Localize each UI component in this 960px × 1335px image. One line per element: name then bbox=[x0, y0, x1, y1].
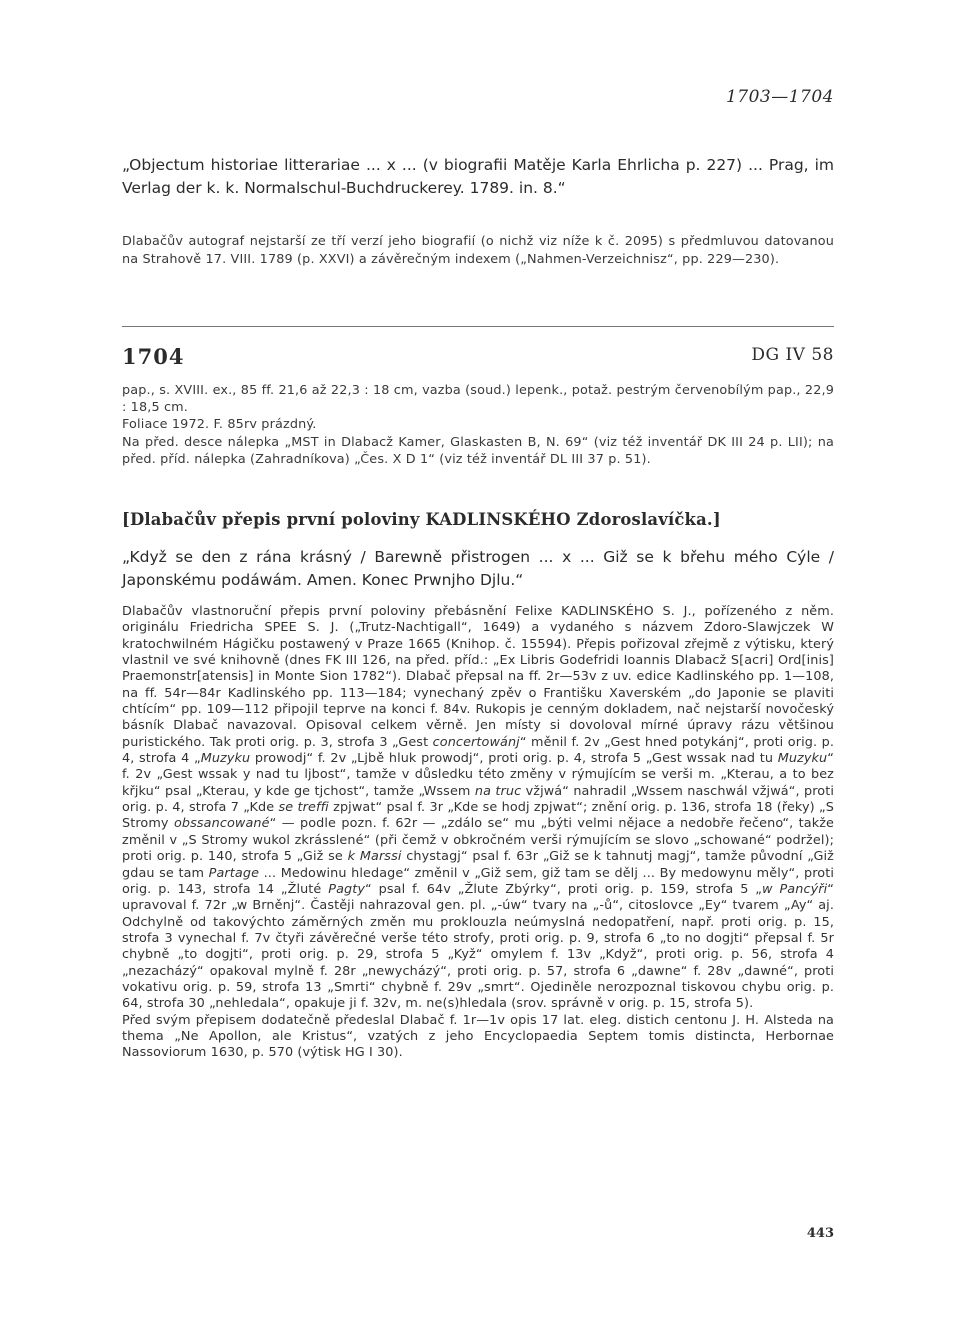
previous-entry-quote: „Objectum historiae litterariae ... x ... (v biografii Matěje Karla Ehrlicha p. 227) ... Prag, im Verlag der k. k. Normalschul-Buchdruckerey. 1789. in. 8.“ bbox=[122, 156, 834, 197]
commentary-paragraph: Před svým přepisem dodatečně předeslal Dlabač f. 1r—1v opis 17 lat. eleg. distich centonu J. H. Alsteda na thema „Ne Apollon, ale Kristus“, vzatých z jeho Encyclopaedia Septem tomis distincta, Herbornae Nassoviorum 1630, p. 570 (výtisk HG I 30). bbox=[122, 1012, 834, 1061]
description-line: pap., s. XVIII. ex., 85 ff. 21,6 až 22,3 : 18 cm, vazba (soud.) lepenk., potaž. pestrým červenobílým pap., 22,9 : 18,5 cm. bbox=[122, 383, 834, 416]
page-number: 443 bbox=[806, 1226, 834, 1241]
shelfmark: DG IV 58 bbox=[751, 345, 834, 365]
physical-description bbox=[122, 382, 834, 468]
incipit-explicit: „Když se den z rána krásný / Barewně přistrogen ... x ... Giž se k břehu mého Cýle / Japonskému podáwám. Amen. Konec Prwnjho Djlu.“ bbox=[122, 548, 834, 589]
commentary bbox=[122, 604, 834, 1062]
commentary-paragraph: Dlabačův vlastnoruční přepis první poloviny přebásnění Felixe KADLINSKÉHO S. J., pořízeného z něm. originálu Friedricha SPEE S. J. („Trutz-Nachtigall“, 1649) a vydaného s názvem Zdoro-Slawjczek W kratochwilném Hágičku postawený v Praze 1665 (Knihop. č. 15594). Přepis pořizoval zřejmě z výtisku, který vlastnil ve své knihovně (dnes FK III 126, na před. příd.: „Ex Libris Godefridi Ioannis Dlabacž S[acri] Ord[inis] Praemonstr[atensis] in Monte Sion 1782“). Dlabač přepsal na ff. 2r—53v z uv. edice Kadlinského pp. 1—108, na ff. 54r—84r Kadlinského pp. 113—184; vynechaný zpěv o Františku Xaverském „do Japonie se plaviti chtícím“ pp. 109—112 připojil teprve na konci f. 84v. Rukopis je cenným dokladem, nač nejstarší novočeský básník Dlabač navazoval. Opisoval celkem věrně. Jen místy si dovoloval mírné úpravy rázu většinou puristického. Tak proti orig. p. 3, strofa 3 „Gest concertowánj“ měnil f. 2v „Gest hned potykánj“, proti orig. p. 4, strofa 4 „Muzyku prowodj“ f. 2v „Ljbě hluk prowodj“, proti orig. p. 4, strofa 5 „Gest wssak nad tu Muzyku“ f. 2v „Gest wssak y nad tu ljbost“, tamže v důsledku této změny v rýmujícím se verši m. „Kterau, a to bez křjku“ psal „Kterau, y kde ge tjchost“, tamže „Wssem na truc vžjwá“ nahradil „Wssem naschwál vžjwá“, proti orig. p. 4, strofa 7 „Kde se treffi zpjwat“ psal f. 3r „Kde se hodj zpjwat“; znění orig. p. 136, strofa 18 (řeky) „S Stromy obssancowané“ — podle pozn. f. 62r — „zdálo se“ mu „býti velmi nějace a nedobře řečeno“, takže změnil v „S Stromy wukol zkrásslené“ (při čemž v obkročném verši rýmujícím se slovo „schowané“ podržel); proti orig. p. 140, strofa 5 „Giž se k Marssi chystagj“ psal f. 63r „Giž se k tahnutj magj“, tamže původní „Giž gdau se tam Partage ... Medowinu hledage“ změnil v „Giž sem, giž tam se dělj ... By medowynu měly“, proti orig. p. 143, strofa 14 „Žluté Pagty“ psal f. 64v „Žlute Zbýrky“, proti orig. p. 159, strofa 5 „w Pancýři“ upravoval f. 72r „w Brněnj“. Častěji nahrazoval gen. pl. „-úw“ tvary na „-ů“, citoslovce „Ey“ tvarem „Ay“ aj. Odchylně od takovýchto záměrných změn mu proklouzla neúmyslná nedopatření, např. proti orig. p. 15, strofa 3 vynechal f. 7v čtyři závěrečné verše této strofy, proti orig. p. 9, strofa 6 „to no dogjti“ přepsal f. 5r chybně „to dogjti“, proti orig. p. 29, strofa 5 „Kyž“ omylem f. 13v „Když“, proti orig. p. 56, strofa 4 „nezacházý“ opakoval mylně f. 28r „newycházý“, proti orig. p. 57, strofa 6 „dawne“ f. 28v „dawné“, proti vokativu orig. p. 59, strofa 13 „Smrti“ chybně f. 29v „smrt“. Ojediněle nerozpoznal tiskovou chybu orig. p. 64, strofa 30 „nehledala“, opakuje ji f. 32v, m. ne(s)hledala (srov. správně v orig. p. 15, strofa 5). bbox=[122, 604, 835, 1012]
description-line: Foliace 1972. F. 85rv prázdný. bbox=[122, 417, 317, 433]
previous-entry-note: Dlabačův autograf nejstarší ze tří verzí jeho biografií (o nichž viz níže k č. 2095) s předmluvou datovanou na Strahově 17. VIII. 1789 (p. XXVI) a závěrečným indexem („Nahmen-Verzeichnisz“, pp. 229—230). bbox=[122, 234, 834, 268]
description-line: Na před. desce nálepka „MST in Dlabacž Kamer, Glaskasten B, N. 69“ (viz též inventář DK III 24 p. LII); na před. příd. nálepka (Zahradníkova) „Čes. X D 1“ (viz též inventář DL III 37 p. 51). bbox=[122, 434, 834, 467]
running-head: 1703—1704 bbox=[725, 87, 834, 107]
entry-number: 1704 bbox=[122, 344, 185, 369]
section-divider bbox=[122, 326, 834, 327]
entry-title: [Dlabačův přepis první poloviny KADLINSKÉHO Zdoroslavíčka.] bbox=[122, 510, 721, 529]
